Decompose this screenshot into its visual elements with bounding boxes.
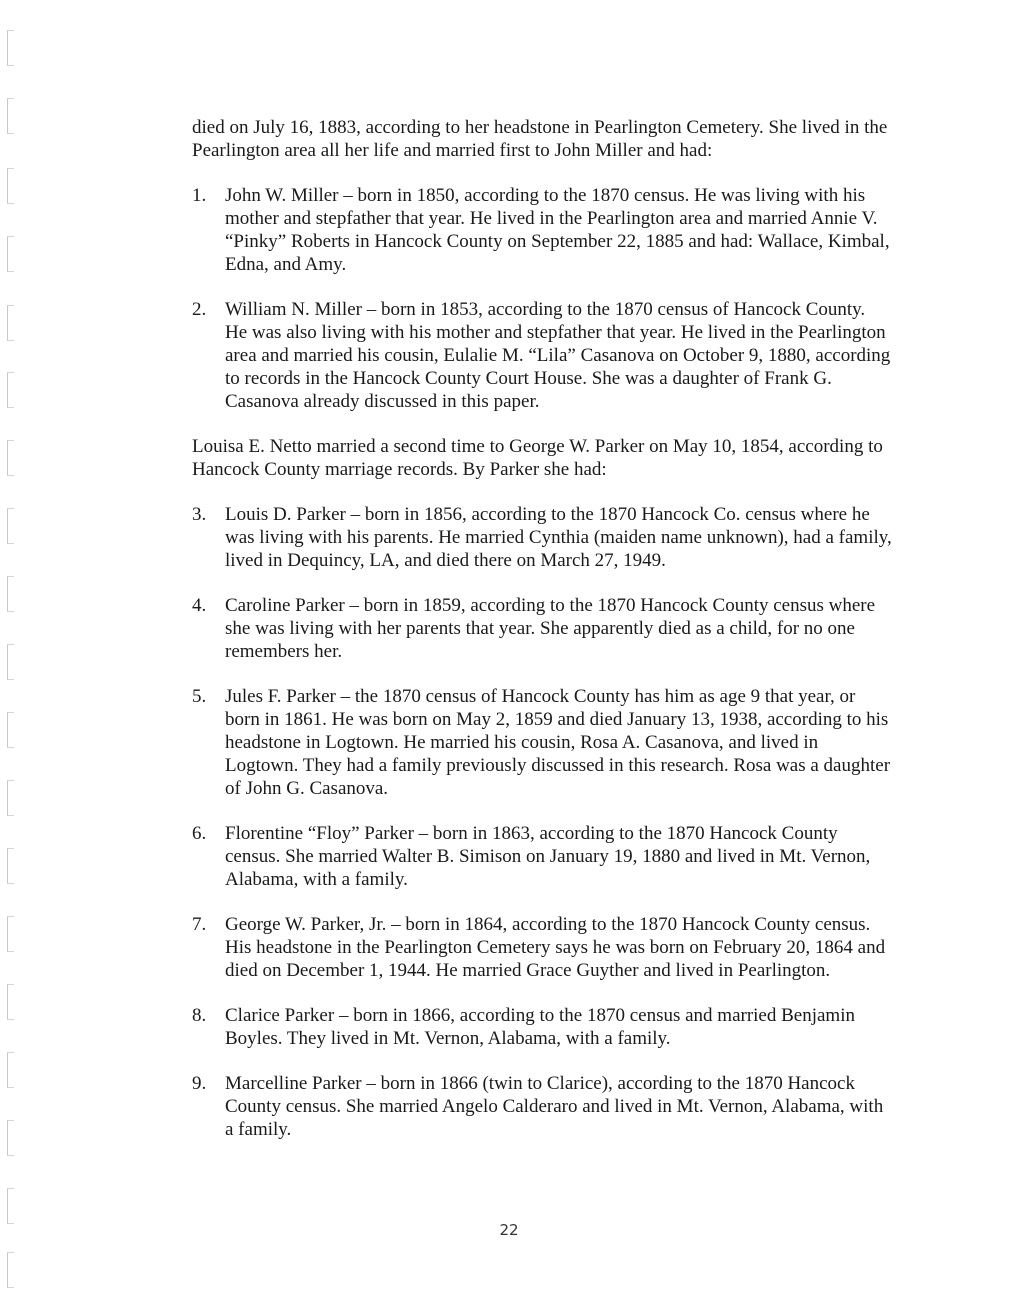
list-item (192, 298, 892, 413)
page-body (192, 116, 892, 1163)
list-item (192, 1004, 892, 1050)
binder-mark (7, 576, 14, 612)
list-item-number: 2. (192, 299, 207, 320)
intro-paragraph: died on July 16, 1883, according to her headstone in Pearlington Cemetery. She lived in the Pearlington area all her life and married first to John Miller and had: (192, 117, 888, 161)
binder-mark (7, 916, 14, 952)
list-item (192, 503, 892, 572)
list-item-text: Marcelline Parker – born in 1866 (twin to Clarice), according to the 1870 Hancock County census. She married Angelo Calderaro and lived in Mt. Vernon, Alabama, with a family. (225, 1073, 884, 1140)
binder-mark (7, 712, 14, 748)
list-item (192, 913, 892, 982)
binder-mark (7, 1188, 14, 1224)
list-item (192, 594, 892, 663)
binder-mark (7, 305, 14, 341)
list-item-text: George W. Parker, Jr. – born in 1864, according to the 1870 Hancock County census. His headstone in the Pearlington Cemetery says he was born on February 20, 1864 and died on December 1, 1944. He married Grace Guyther and lived in Pearlington. (225, 914, 886, 981)
binder-mark (7, 1252, 14, 1288)
list-item (192, 685, 892, 800)
list-item-number: 4. (192, 595, 207, 616)
binder-mark (7, 98, 14, 134)
binder-mark (7, 236, 14, 272)
binder-mark (7, 30, 14, 66)
list-item-number: 5. (192, 686, 207, 707)
binder-hole-marks (0, 0, 20, 1315)
binder-mark (7, 508, 14, 544)
list-item-text: William N. Miller – born in 1853, according to the 1870 census of Hancock County. He was also living with his mother and stepfather that year. He lived in the Pearlington area and married his cousin, Eulalie M. “Lila” Casanova on October 9, 1880, according to records in the Hancock County Court House. She was a daughter of Frank G. Casanova already discussed in this paper. (225, 299, 891, 412)
list-item-number: 9. (192, 1073, 207, 1094)
list-item-number: 1. (192, 185, 207, 206)
binder-mark (7, 1052, 14, 1088)
list-item-number: 7. (192, 914, 207, 935)
binder-mark (7, 644, 14, 680)
binder-mark (7, 984, 14, 1020)
binder-mark (7, 1120, 14, 1156)
second-marriage-paragraph: Louisa E. Netto married a second time to George W. Parker on May 10, 1854, according to Hancock County marriage records. By Parker she had: (192, 436, 883, 480)
list-item (192, 184, 892, 276)
binder-mark (7, 440, 14, 476)
list-item-text: Clarice Parker – born in 1866, according to the 1870 census and married Benjamin Boyles. They lived in Mt. Vernon, Alabama, with a family. (225, 1005, 855, 1049)
list-item-number: 3. (192, 504, 207, 525)
list-item-text: John W. Miller – born in 1850, according to the 1870 census. He was living with his mother and stepfather that year. He lived in the Pearlington area and married Annie V. “Pinky” Roberts in Hancock County on September 22, 1885 and had: Wallace, Kimbal, Edna, and Amy. (225, 185, 890, 275)
list-item-number: 6. (192, 823, 207, 844)
list-item-text: Jules F. Parker – the 1870 census of Hancock County has him as age 9 that year, or born in 1861. He was born on May 2, 1859 and died January 13, 1938, according to his headstone in Logtown. He married his cousin, Rosa A. Casanova, and lived in Logtown. They had a family previously discussed in this research. Rosa was a daughter of John G. Casanova. (225, 686, 891, 799)
binder-mark (7, 168, 14, 204)
binder-mark (7, 848, 14, 884)
list-item-number: 8. (192, 1005, 207, 1026)
list-item-text: Caroline Parker – born in 1859, according to the 1870 Hancock County census where she was living with her parents that year. She apparently died as a child, for no one remembers her. (225, 595, 876, 662)
binder-mark (7, 372, 14, 408)
list-item-text: Florentine “Floy” Parker – born in 1863, according to the 1870 Hancock County census. She married Walter B. Simison on January 19, 1880 and lived in Mt. Vernon, Alabama, with a family. (225, 823, 871, 890)
page-number: 22 (499, 1221, 519, 1239)
list-item (192, 822, 892, 891)
list-item (192, 1072, 892, 1141)
list-item-text: Louis D. Parker – born in 1856, according to the 1870 Hancock Co. census where he was living with his parents. He married Cynthia (maiden name unknown), had a family, lived in Dequincy, LA, and died there on March 27, 1949. (225, 504, 892, 571)
binder-mark (7, 780, 14, 816)
